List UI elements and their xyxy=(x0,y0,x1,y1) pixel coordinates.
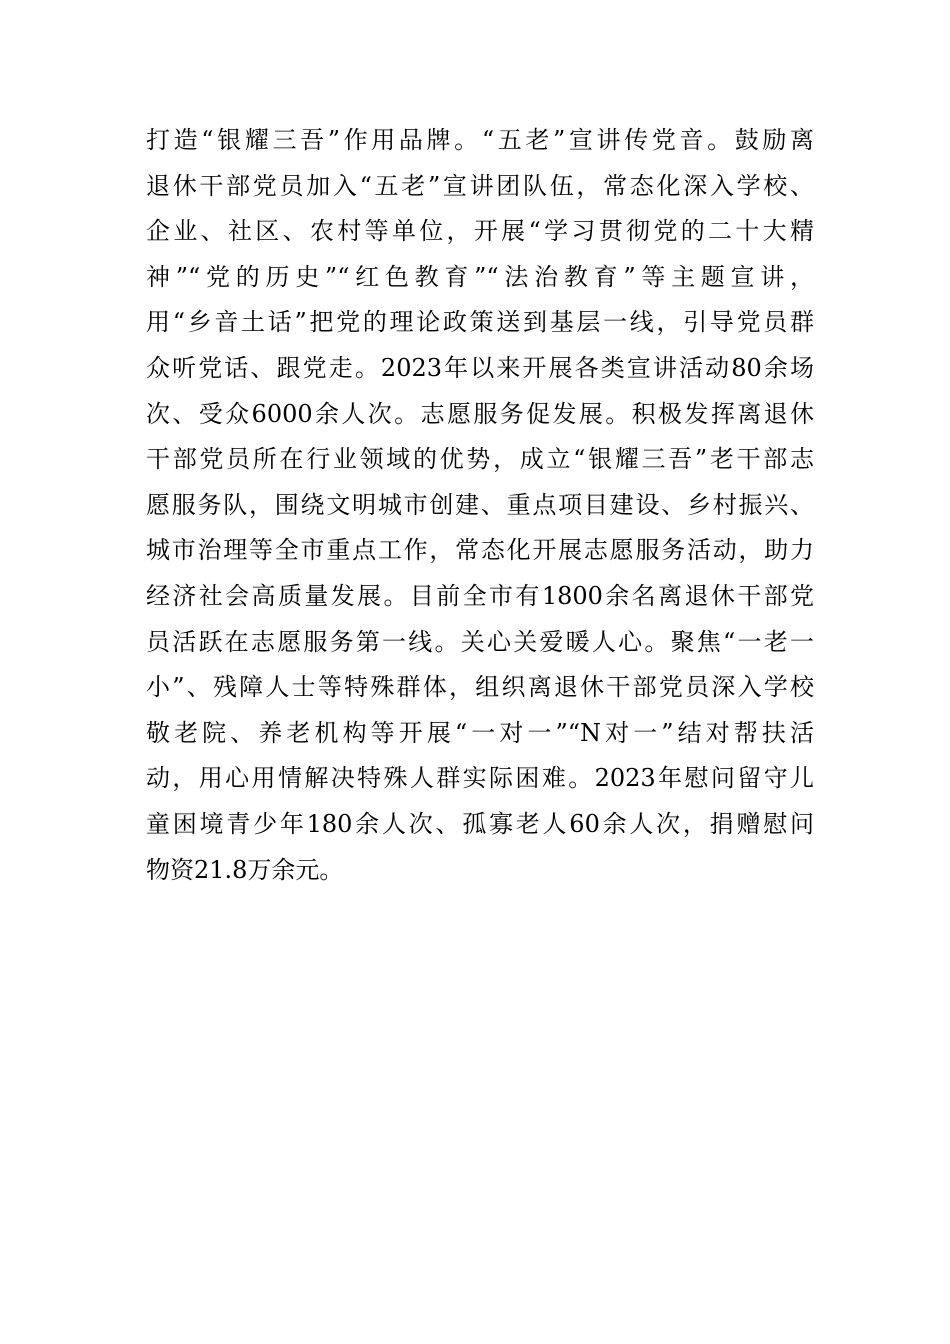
paragraph-line-2: 退休干部党员加入“五老”宣讲团队伍，常态化深入学校、 xyxy=(146,171,814,200)
paragraph-line-4: 神”“党的历史”“红色教育”“法治教育”等主题宣讲， xyxy=(146,262,814,291)
paragraph-line-15: 动，用心用情解决特殊人群实际困难。2023年慰问留守儿 xyxy=(146,764,814,793)
paragraph-line-9: 愿服务队，围绕文明城市创建、重点项目建设、乡村振兴、 xyxy=(146,490,814,519)
paragraph-line-3: 企业、社区、农村等单位，开展“学习贯彻党的二十大精 xyxy=(146,217,814,246)
paragraph-line-17: 物资21.8万余元。 xyxy=(146,855,344,884)
paragraph-line-13: 小”、残障人士等特殊群体，组织离退休干部党员深入学校 xyxy=(146,673,814,702)
paragraph-line-12: 员活跃在志愿服务第一线。关心关爱暖人心。聚焦“一老一 xyxy=(146,627,814,656)
paragraph-line-10: 城市治理等全市重点工作，常态化开展志愿服务活动，助力 xyxy=(146,536,814,565)
paragraph-line-6: 众听党话、跟党走。2023年以来开展各类宣讲活动80余场 xyxy=(146,353,814,382)
paragraph-line-8: 干部党员所在行业领域的优势，成立“银耀三吾”老干部志 xyxy=(146,445,814,474)
paragraph-line-16: 童困境青少年180余人次、孤寡老人60余人次，捐赠慰问 xyxy=(146,809,814,838)
paragraph-line-7: 次、受众6000余人次。志愿服务促发展。积极发挥离退休 xyxy=(146,399,814,428)
paragraph-line-11: 经济社会高质量发展。目前全市有1800余名离退休干部党 xyxy=(146,581,814,610)
body-paragraph xyxy=(146,118,814,893)
paragraph-line-14: 敬老院、养老机构等开展“一对一”“N对一”结对帮扶活 xyxy=(146,718,814,747)
paragraph-line-1: 打造“银耀三吾”作用品牌。“五老”宣讲传党音。鼓励离 xyxy=(146,126,814,154)
paragraph-line-5: 用“乡音土话”把党的理论政策送到基层一线，引导党员群 xyxy=(146,308,814,337)
